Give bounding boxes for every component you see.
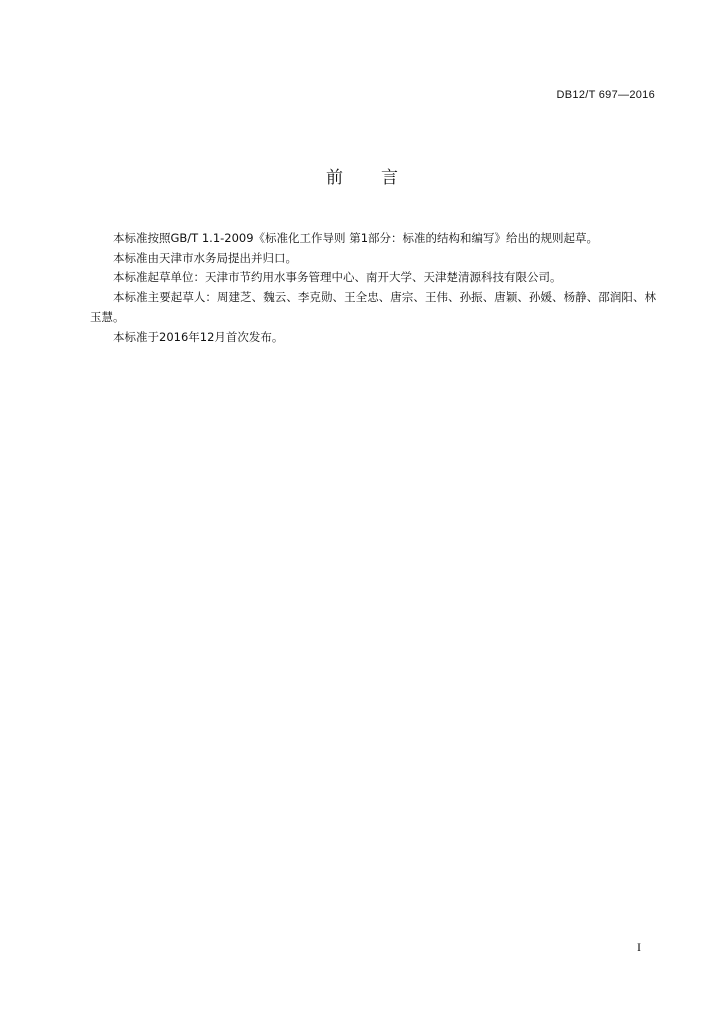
section-title: [0, 163, 724, 188]
paragraph-drafting-rules: 本标准按照GB/T 1.1-2009《标准化工作导则 第1部分：标准的结构和编写》给出的规则起草。: [113, 231, 599, 245]
paragraph-release: 本标准于2016年12月首次发布。: [113, 329, 284, 344]
paragraph-proposer: 本标准由天津市水务局提出并归口。: [113, 250, 297, 265]
preface-body: [90, 229, 656, 347]
section-title-second-char: 言: [381, 168, 398, 188]
paragraph-drafters: 本标准主要起草人：周建芝、魏云、李克勋、王全忠、唐宗、王伟、孙振、唐颖、孙媛、杨静、邵润阳、林玉慧。: [90, 290, 656, 324]
section-title-first-char: 前: [326, 168, 343, 188]
page-number: I: [637, 940, 641, 954]
document-code: DB12/T 697—2016: [556, 89, 655, 101]
paragraph-drafting-units: 本标准起草单位：天津市节约用水事务管理中心、南开大学、天津楚清源科技有限公司。: [113, 270, 562, 285]
